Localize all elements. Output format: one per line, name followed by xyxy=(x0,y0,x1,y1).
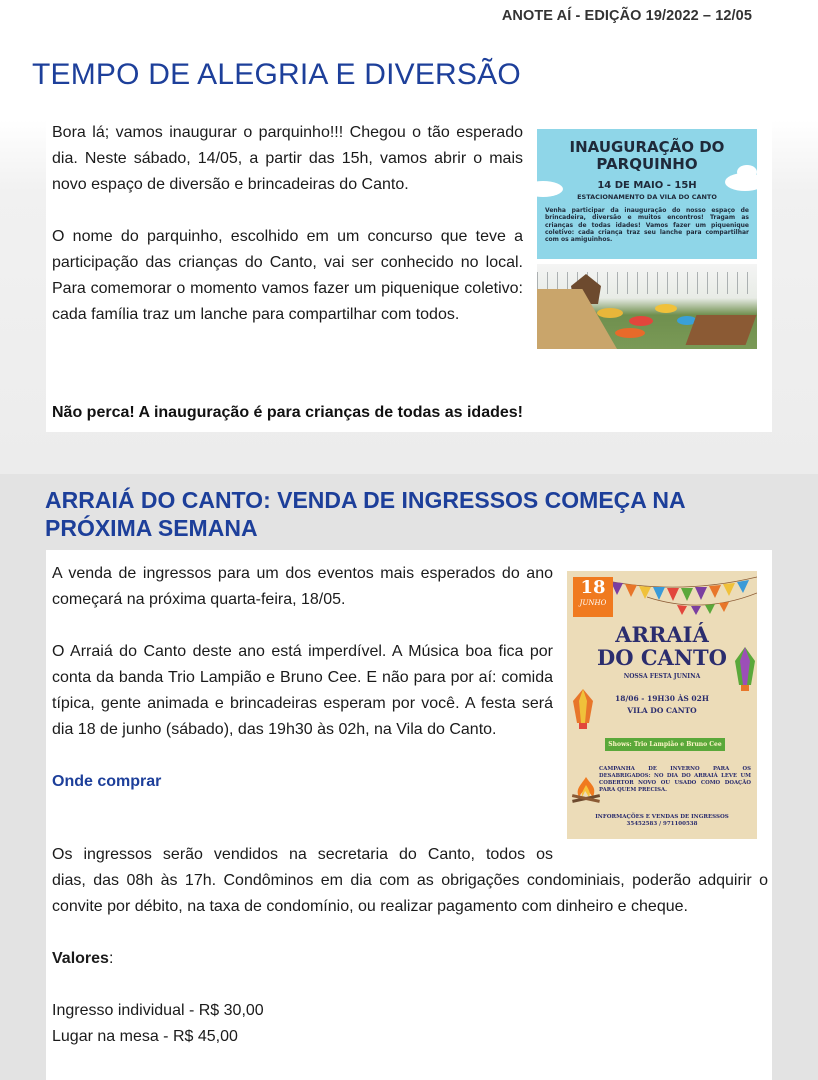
section1-paragraph: O nome do parquinho, escolhido em um concurso que teve a participação das crianças do Canto, vai ser conhecido no local. Para comemorar o momento vamos fazer um piquenique coletivo: cada família traz um lanche para compartilhar com todos. xyxy=(52,228,523,323)
section2-wide-text xyxy=(52,842,768,1050)
values-label: Valores: xyxy=(52,950,114,967)
section1-card xyxy=(46,116,772,432)
poster-subtitle: NOSSA FESTA JUNINA xyxy=(623,673,701,680)
poster-title: ARRAIÁ DO CANTO xyxy=(597,622,727,670)
section2-paragraph: O Arraiá do Canto deste ano está imperdível. A Música boa fica por conta da banda Trio Lampião e Bruno Cee. E não para por aí: comida típica, gente animada e brincadeiras esperam por você. A festa será dia 18 de junho (sábado), das 19h30 às 02h, na Vila do Canto. xyxy=(52,643,553,738)
price-item: Lugar na mesa - R$ 45,00 xyxy=(52,1028,238,1045)
poster-place: ESTACIONAMENTO DA VILA DO CANTO xyxy=(577,193,717,201)
lantern-icon xyxy=(735,647,755,695)
poster-info: INFORMAÇÕES E VENDAS DE INGRESSOS 35452583 / 971100538 xyxy=(595,814,729,827)
poster-date: 14 DE MAIO - 15H xyxy=(597,180,697,191)
section2-card xyxy=(46,550,772,1080)
section1-cta: Não perca! A inauguração é para crianças de todas as idades! xyxy=(52,404,523,421)
playground-inauguration-poster xyxy=(537,129,757,259)
section1-paragraph: Bora lá; vamos inaugurar o parquinho!!! Chegou o tão esperado dia. Neste sábado, 14/05, a partir das 15h, vamos abrir o mais novo espaço de diversão e brincadeiras do Canto. xyxy=(52,124,523,193)
lantern-icon xyxy=(573,689,593,733)
section2-paragraph: A venda de ingressos para um dos eventos mais esperados do ano começará na próxima quarta-feira, 18/05. xyxy=(52,565,553,608)
poster-body: Venha participar da inauguração do nosso espaço de brincadeira, diversão e muitos encontros! Tragam as crianças de todas idades! Vamos fazer um piquenique coletivo: cada criança traz seu lanche para compartilhar com os amiguinhos. xyxy=(545,207,749,244)
date-badge: 18 JUNHO xyxy=(573,577,613,617)
price-item: Ingresso individual - R$ 30,00 xyxy=(52,1002,264,1019)
where-to-buy-heading: Onde comprar xyxy=(52,773,162,790)
poster-campaign: CAMPANHA DE INVERNO PARA OS DESABRIGADOS: NO DIA DO ARRAIÁ LEVE UM COBERTOR NOVO OU USADO COMO DOAÇÃO PARA QUEM PRECISA. xyxy=(599,766,751,793)
bonfire-icon xyxy=(569,775,603,805)
poster-title: INAUGURAÇÃO DO PARQUINHO xyxy=(569,138,725,173)
section2-text xyxy=(52,561,553,821)
section1-text xyxy=(52,120,523,354)
playground-render-image xyxy=(537,264,757,349)
edition-header: ANOTE AÍ - EDIÇÃO 19/2022 – 12/05 xyxy=(501,8,752,24)
bunting-decoration xyxy=(607,575,757,615)
poster-when: 18/06 - 19H30 ÀS 02H VILA DO CANTO xyxy=(615,694,709,715)
section2-title: ARRAIÁ DO CANTO: VENDA DE INGRESSOS COMEÇA NA PRÓXIMA SEMANA xyxy=(45,487,685,541)
where-to-buy-paragraph: Os ingressos serão vendidos na secretaria do Canto, todos os dias, das 08h às 17h. Condôminos em dia com as obrigações condominiais, poderão adquirir o convite por débito, na taxa de condomínio, ou realizar pagamento com dinheiro e cheque. xyxy=(52,846,768,915)
section1-title: TEMPO DE ALEGRIA E DIVERSÃO xyxy=(32,58,521,91)
poster-shows: Shows: Trio Lampião e Bruno Cee xyxy=(605,738,725,751)
arraia-poster xyxy=(567,571,757,839)
